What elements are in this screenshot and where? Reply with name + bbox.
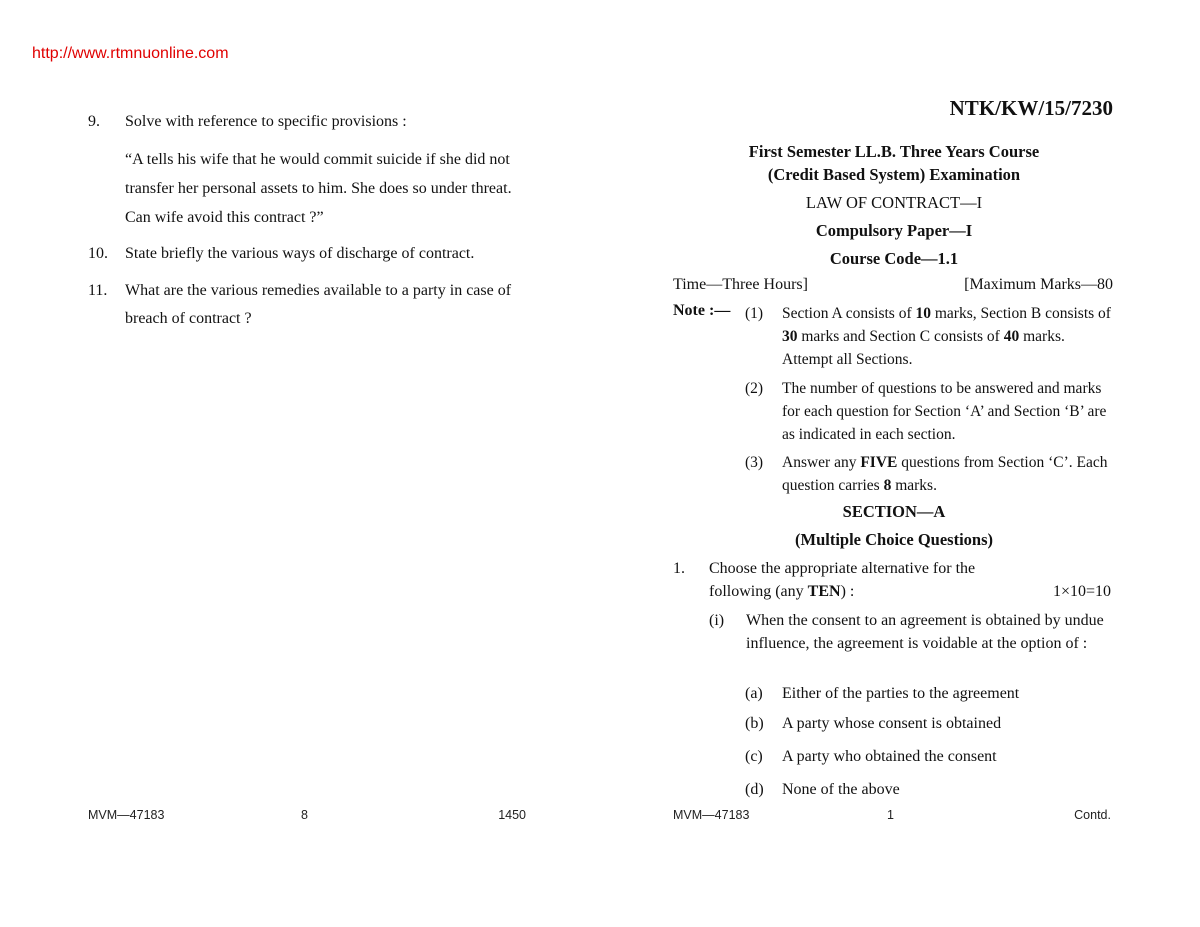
note-number: (1) xyxy=(745,305,764,322)
note-label: Note :— xyxy=(673,302,731,319)
time-duration: Time—Three Hours] xyxy=(673,276,808,293)
section-title: SECTION—A xyxy=(842,502,946,521)
exam-title-line-2: (Credit Based System) Examination xyxy=(767,165,1021,184)
time-marks-line xyxy=(673,276,1115,294)
maximum-marks: [Maximum Marks—80 xyxy=(964,276,1113,293)
subject-title: LAW OF CONTRACT—I xyxy=(805,193,983,212)
note-number: (3) xyxy=(745,454,764,471)
option-b xyxy=(745,715,1115,733)
right-page xyxy=(673,0,1115,927)
question-number: 9. xyxy=(88,113,100,130)
option-text: A party whose consent is obtained xyxy=(782,715,1002,732)
question-9 xyxy=(88,108,528,232)
option-text: None of the above xyxy=(782,781,900,798)
question-marks: 1×10=10 xyxy=(1052,583,1111,600)
sub-question-text: When the consent to an agreement is obtained by undue influence, the agreement is voidable at the option of : xyxy=(746,612,1104,652)
question-number: 10. xyxy=(88,245,108,262)
note-number: (2) xyxy=(745,380,764,397)
question-text: State briefly the various ways of discharge of contract. xyxy=(125,245,475,262)
option-d xyxy=(745,781,1115,799)
course-code: Course Code—1.1 xyxy=(829,249,959,268)
left-page xyxy=(88,0,528,927)
option-a xyxy=(745,685,1115,703)
sub-question-number: (i) xyxy=(709,612,725,629)
question-1 xyxy=(673,558,1115,603)
question-11 xyxy=(88,277,528,333)
question-text: What are the various remedies available to a party in case of breach of contract ? xyxy=(125,282,512,327)
note-text: The number of questions to be answered and marks for each question for Section ‘A’ and Section ‘B’ are as indicated in each section. xyxy=(782,380,1107,443)
section-subtitle: (Multiple Choice Questions) xyxy=(795,530,993,549)
option-label: (d) xyxy=(745,781,764,798)
option-label: (c) xyxy=(745,748,763,765)
option-label: (a) xyxy=(745,685,763,702)
footer-count: 1450 xyxy=(498,808,526,822)
exam-title-line-1: First Semester LL.B. Three Years Course xyxy=(748,142,1040,161)
question-text: Solve with reference to specific provisions : xyxy=(125,113,407,130)
question-number: 1. xyxy=(673,560,685,577)
note-text: Answer any FIVE questions from Section ‘C’. Each question carries 8 marks. xyxy=(782,454,1108,494)
footer-code: MVM—47183 xyxy=(88,808,165,822)
question-text: Choose the appropriate alternative for the following (any TEN) : xyxy=(709,560,976,600)
sub-question-i xyxy=(709,610,1115,655)
paper-code: NTK/KW/15/7230 xyxy=(949,96,1113,120)
footer-page-number: 1 xyxy=(887,808,894,822)
note-2 xyxy=(745,377,1113,446)
option-text: Either of the parties to the agreement xyxy=(782,685,1020,702)
question-number: 11. xyxy=(88,282,108,299)
option-label: (b) xyxy=(745,715,764,732)
footer-page-number: 8 xyxy=(301,808,308,822)
note-text: Section A consists of 10 marks, Section B consists of 30 marks and Section C consists of 40 marks. Attempt all Sections. xyxy=(782,305,1111,368)
option-text: A party who obtained the consent xyxy=(782,748,997,765)
footer-contd: Contd. xyxy=(1074,808,1111,822)
note-1 xyxy=(745,302,1113,371)
question-quote: “A tells his wife that he would commit suicide if she did not transfer her personal assets to him. She does so under threat. Can wife avoid this contract ?” xyxy=(125,151,512,226)
paper-type: Compulsory Paper—I xyxy=(815,221,973,240)
watermark-url[interactable]: http://www.rtmnuonline.com xyxy=(32,45,229,62)
question-10 xyxy=(88,240,528,268)
option-c xyxy=(745,748,1115,766)
note-3 xyxy=(745,451,1113,497)
footer-code: MVM—47183 xyxy=(673,808,750,822)
